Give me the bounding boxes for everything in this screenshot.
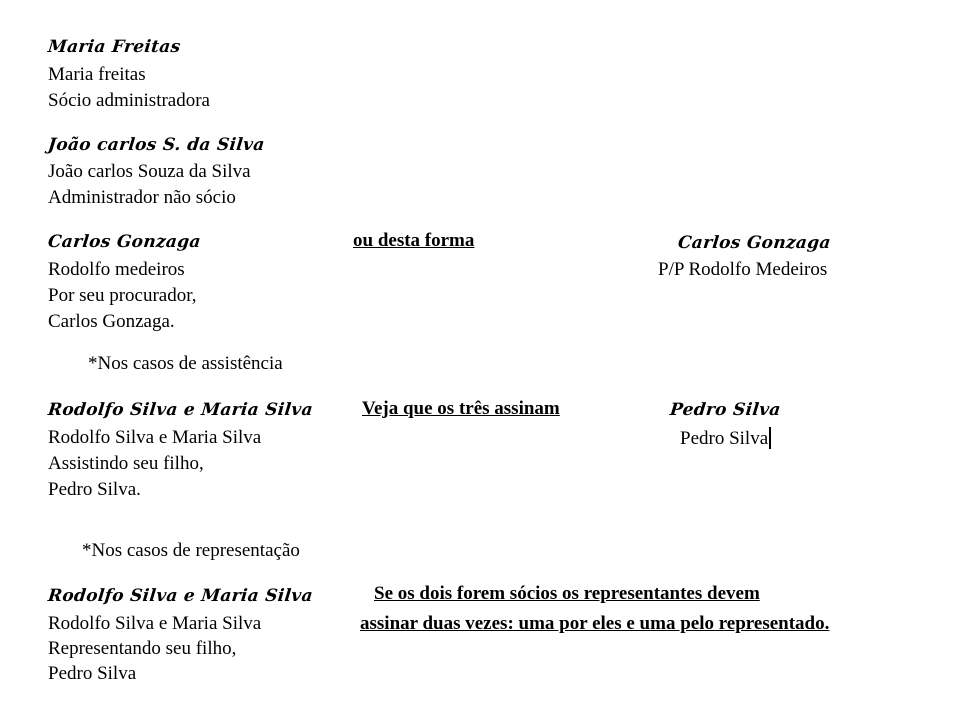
alt-proxy-line: P/P Rodolfo Medeiros bbox=[658, 259, 828, 280]
note-representantes-line-2: assinar duas vezes: uma por eles e uma pelo representado. bbox=[360, 613, 830, 634]
repr-line-2: Representando seu filho, bbox=[48, 638, 237, 659]
assist-line-3: Pedro Silva. bbox=[48, 479, 141, 500]
note-representantes-line-1: Se os dois forem sócios os representantes devem bbox=[374, 583, 760, 604]
signer-name: João carlos Souza da Silva bbox=[48, 161, 251, 182]
signer-name: Maria freitas bbox=[48, 64, 146, 85]
signature-joao-carlos: João carlos S. da Silva bbox=[46, 135, 266, 155]
signature-rodolfo-maria-repr: Rodolfo Silva e Maria Silva bbox=[46, 586, 314, 606]
signature-maria-freitas: Maria Freitas bbox=[46, 37, 182, 57]
note-tres-assinam: Veja que os três assinam bbox=[362, 398, 560, 419]
text-cursor bbox=[769, 427, 771, 449]
alt-signature-pedro-silva: Pedro Silva bbox=[668, 400, 782, 420]
signature-rodolfo-maria-assist: Rodolfo Silva e Maria Silva bbox=[46, 400, 314, 420]
alt-assist-text: Pedro Silva bbox=[680, 428, 769, 449]
proxy-line-1: Rodolfo medeiros bbox=[48, 259, 185, 280]
heading-representacao: *Nos casos de representação bbox=[82, 540, 300, 561]
signer-role: Administrador não sócio bbox=[48, 187, 236, 208]
signature-carlos-gonzaga: Carlos Gonzaga bbox=[46, 232, 202, 252]
assist-line-2: Assistindo seu filho, bbox=[48, 453, 204, 474]
alt-signature-carlos-gonzaga: Carlos Gonzaga bbox=[676, 233, 832, 253]
repr-line-3: Pedro Silva bbox=[48, 663, 137, 684]
signer-role: Sócio administradora bbox=[48, 90, 210, 111]
alt-assist-line bbox=[680, 427, 771, 450]
proxy-line-2: Por seu procurador, bbox=[48, 285, 197, 306]
proxy-line-3: Carlos Gonzaga. bbox=[48, 311, 175, 332]
heading-assistencia: *Nos casos de assistência bbox=[88, 353, 283, 374]
assist-line-1: Rodolfo Silva e Maria Silva bbox=[48, 427, 262, 448]
note-ou-desta-forma: ou desta forma bbox=[353, 230, 475, 251]
repr-line-1: Rodolfo Silva e Maria Silva bbox=[48, 613, 262, 634]
